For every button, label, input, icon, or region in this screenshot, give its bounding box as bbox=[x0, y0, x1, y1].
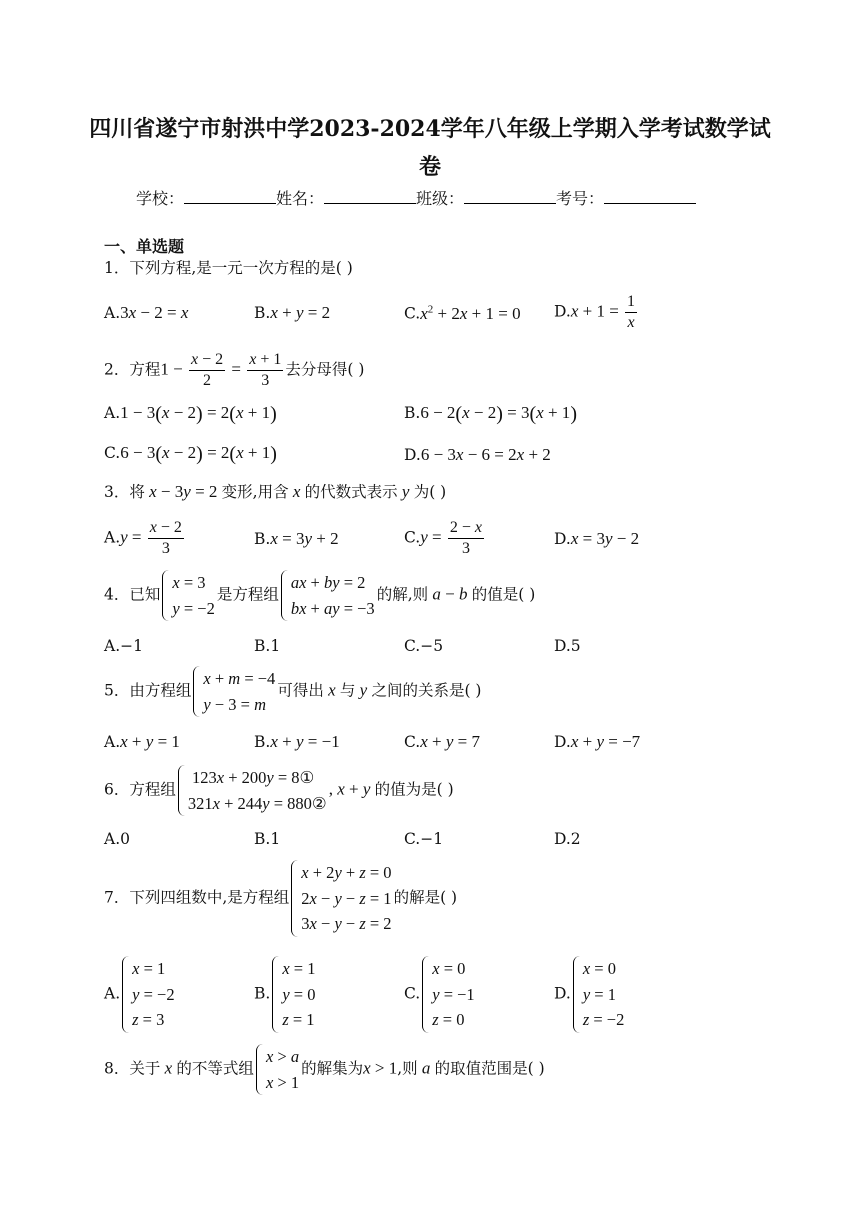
question-2-stem: 2．方程1 − $\frac{x - 2}{2}$ = $\frac{x + 1}{3}$ 去分母得( ) bbox=[104, 351, 365, 389]
q2-option-a: A.1 − 3(x − 2) = 2(x + 1) bbox=[104, 403, 277, 425]
q6-option-c: C.−1 bbox=[404, 830, 444, 848]
q2-option-b: B.6 − 2(x − 2) = 3(x + 1) bbox=[404, 403, 577, 425]
q7-option-b: B. x = 1 y = 0 z = 1 bbox=[254, 956, 317, 1033]
section-heading: 一、单选题 bbox=[104, 237, 185, 256]
class-label: 班级： bbox=[416, 189, 465, 208]
school-blank[interactable] bbox=[184, 189, 276, 204]
q6-option-a: A.0 bbox=[104, 830, 130, 848]
question-6-stem: 6．方程组 123x + 200y = 8① 321x + 244y = 880② , x + y 的值为是( ) bbox=[104, 765, 454, 816]
q1-option-a: A.3x − 2 = x bbox=[104, 303, 189, 322]
q1-option-d: D.x + 1 = $\frac{1}{x}$ bbox=[554, 293, 636, 331]
q1-option-b: B.x + y = 2 bbox=[254, 303, 331, 322]
q3-option-d: D.x = 3y − 2 bbox=[554, 529, 640, 548]
document-title-line-2: 卷 bbox=[418, 154, 441, 180]
question-8-stem: 8．关于 x 的不等式组 x > a x > 1 的解集为x > 1,则 a 的取值范围是( ) bbox=[104, 1044, 545, 1095]
q2-option-c: C.6 − 3(x − 2) = 2(x + 1) bbox=[104, 443, 277, 465]
q5-option-b: B.x + y = −1 bbox=[254, 732, 340, 751]
document-title-line-1: 四川省遂宁市射洪中学2023-2024学年八年级上学期入学考试数学试 bbox=[89, 116, 771, 142]
question-5-stem: 5．由方程组 x + m = −4 y − 3 = m 可得出 x 与 y 之间的关系是( ) bbox=[104, 666, 481, 717]
q5-option-d: D.x + y = −7 bbox=[554, 732, 641, 751]
student-info-row bbox=[136, 186, 696, 209]
class-blank[interactable] bbox=[464, 189, 556, 204]
question-7-stem: 7．下列四组数中,是方程组 x + 2y + z = 0 2x − y − z = 1 3x − y − z = 2 的解是( ) bbox=[104, 860, 457, 937]
name-label: 姓名： bbox=[276, 189, 325, 208]
question-3-stem: 3．将 x − 3y = 2 变形,用含 x 的代数式表示 y 为( ) bbox=[104, 482, 447, 501]
name-blank[interactable] bbox=[324, 189, 416, 204]
q7-option-a: A. x = 1 y = −2 z = 3 bbox=[104, 956, 177, 1033]
q6-option-b: B.1 bbox=[254, 830, 281, 848]
q3-option-a: A.y = $\frac{x - 2}{3}$ bbox=[104, 519, 182, 557]
q1-option-c: $C.x^2 + 2x + 1 = 0$ bbox=[404, 303, 521, 323]
q2-option-d: D.6 − 3x − 6 = 2x + 2 bbox=[404, 445, 551, 464]
q7-option-d: D. x = 0 y = 1 z = −2 bbox=[554, 956, 626, 1033]
question-4-stem: 4．已知 x = 3 y = −2 是方程组 ax + by = 2 bx + ay = −3 的解,则 a − b 的值是( ) bbox=[104, 570, 535, 621]
q6-option-d: D.2 bbox=[554, 830, 581, 848]
school-label: 学校： bbox=[136, 189, 185, 208]
q4-option-d: D.5 bbox=[554, 637, 581, 655]
q5-option-c: C.x + y = 7 bbox=[404, 732, 481, 751]
q4-option-c: C.−5 bbox=[404, 637, 444, 655]
number-blank[interactable] bbox=[604, 189, 696, 204]
q5-option-a: A.x + y = 1 bbox=[104, 732, 180, 751]
number-label: 考号： bbox=[556, 189, 605, 208]
q4-option-b: B.1 bbox=[254, 637, 281, 655]
q3-option-c: C.y = $\frac{2 - x}{3}$ bbox=[404, 519, 483, 557]
question-1-stem: 1．下列方程,是一元一次方程的是( ) bbox=[104, 259, 353, 277]
q3-option-b: B.x = 3y + 2 bbox=[254, 529, 339, 548]
q4-option-a: A.−1 bbox=[104, 637, 143, 655]
q7-option-c: C. x = 0 y = −1 z = 0 bbox=[404, 956, 477, 1033]
